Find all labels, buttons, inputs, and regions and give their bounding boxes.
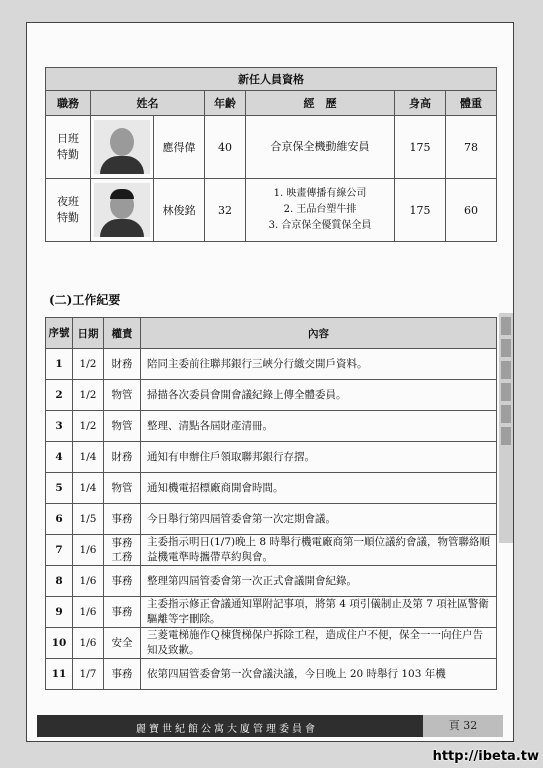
- log-row: [46, 535, 497, 566]
- log-no: 9: [46, 597, 73, 628]
- log-role: 事務: [104, 659, 141, 690]
- scan-edge: [499, 313, 513, 543]
- log-row: [46, 349, 497, 380]
- log-content: 三菱電梯施作Ｑ棟貨梯保户拆除工程，造成住户不便，保全一一向住户告知及致歉。: [141, 628, 497, 659]
- work-log-table: [45, 317, 497, 690]
- header-name: 姓名: [91, 91, 205, 116]
- footer-title: 麗寶世紀館公寓大廈管理委員會: [136, 724, 318, 735]
- footer-bar: [37, 715, 503, 737]
- staff-weight: 60: [446, 179, 497, 242]
- header-weight: 體重: [446, 91, 497, 116]
- log-date: 1/4: [73, 442, 104, 473]
- log-row: [46, 504, 497, 535]
- header-experience: 經 歷: [246, 91, 395, 116]
- log-role: 事務 工務: [104, 535, 141, 566]
- log-content: 陪同主委前往聯邦銀行三峽分行繳交開戶資料。: [141, 349, 497, 380]
- log-no: 3: [46, 411, 73, 442]
- log-date: 1/2: [73, 411, 104, 442]
- log-date: 1/6: [73, 535, 104, 566]
- log-role: 物管: [104, 411, 141, 442]
- staff-experience-item: 合京保全機動維安員: [270, 140, 370, 153]
- staff-photo: [94, 120, 150, 174]
- staff-age: 32: [205, 179, 246, 242]
- log-date: 1/2: [73, 380, 104, 411]
- log-no: 10: [46, 628, 73, 659]
- header-no: 序號: [46, 318, 73, 349]
- staff-experience-item: 2. 王品台塑牛排: [283, 204, 357, 215]
- header-role: 權責: [104, 318, 141, 349]
- log-content: 整理、清點各屆財產清冊。: [141, 411, 497, 442]
- log-date: 1/2: [73, 349, 104, 380]
- new-staff-table: [45, 67, 497, 242]
- log-role: 事務: [104, 597, 141, 628]
- page-number: 頁 32: [423, 715, 503, 737]
- staff-row: [46, 179, 497, 242]
- log-role: 財務: [104, 349, 141, 380]
- log-role: 安全: [104, 628, 141, 659]
- staff-height: 175: [395, 179, 446, 242]
- log-row: [46, 659, 497, 690]
- staff-row: [46, 116, 497, 179]
- log-row: [46, 380, 497, 411]
- staff-table-title: 新任人員資格: [46, 68, 497, 91]
- log-date: 1/6: [73, 597, 104, 628]
- document-page: [26, 22, 514, 742]
- header-height: 身高: [395, 91, 446, 116]
- log-row: [46, 628, 497, 659]
- log-no: 11: [46, 659, 73, 690]
- staff-role: 夜班 特勤: [46, 179, 91, 242]
- watermark: http://ibeta.tw: [432, 749, 539, 764]
- staff-height: 175: [395, 116, 446, 179]
- log-no: 2: [46, 380, 73, 411]
- header-role: 職務: [46, 91, 91, 116]
- staff-weight: 78: [446, 116, 497, 179]
- log-role: 財務: [104, 442, 141, 473]
- log-content: 今日舉行第四屆管委會第一次定期會議。: [141, 504, 497, 535]
- log-row: [46, 566, 497, 597]
- log-row: [46, 473, 497, 504]
- log-no: 4: [46, 442, 73, 473]
- log-no: 8: [46, 566, 73, 597]
- log-content: 整理第四屆管委會第一次正式會議開會紀錄。: [141, 566, 497, 597]
- log-date: 1/4: [73, 473, 104, 504]
- log-row: [46, 442, 497, 473]
- staff-name: 林俊銘: [154, 179, 205, 242]
- header-content: 內容: [141, 318, 497, 349]
- staff-age: 40: [205, 116, 246, 179]
- log-role: 物管: [104, 380, 141, 411]
- log-no: 1: [46, 349, 73, 380]
- log-date: 1/5: [73, 504, 104, 535]
- log-date: 1/6: [73, 628, 104, 659]
- log-date: 1/7: [73, 659, 104, 690]
- log-row: [46, 411, 497, 442]
- log-content: 通知機電招標廠商開會時間。: [141, 473, 497, 504]
- section-title: (二)工作紀要: [49, 293, 121, 307]
- staff-experience-item: 3. 合京保全優質保全員: [268, 220, 372, 231]
- log-content: 通知有申辦住戶領取聯邦銀行存摺。: [141, 442, 497, 473]
- log-content: 主委指示修正會議通知單附記事項，將第 4 項引儀制止及第 7 項社區警衛驅離等字刪除。: [141, 597, 497, 628]
- staff-experience-item: 1. 映畫傳播有線公司: [273, 188, 367, 199]
- log-row: [46, 597, 497, 628]
- header-age: 年齡: [205, 91, 246, 116]
- staff-name: 應得偉: [154, 116, 205, 179]
- log-date: 1/6: [73, 566, 104, 597]
- log-role: 事務: [104, 504, 141, 535]
- staff-role: 日班 特勤: [46, 116, 91, 179]
- log-role: 事務: [104, 566, 141, 597]
- log-content: 主委指示明日(1/7)晚上 8 時舉行機電廠商第一順位議約會議，物管聯絡順益機電準時攜帶草約與會。: [141, 535, 497, 566]
- header-date: 日期: [73, 318, 104, 349]
- log-content: 依第四屆管委會第一次會議決議，今日晚上 20 時舉行 103 年機: [141, 659, 497, 690]
- log-no: 7: [46, 535, 73, 566]
- log-no: 5: [46, 473, 73, 504]
- log-no: 6: [46, 504, 73, 535]
- log-role: 物管: [104, 473, 141, 504]
- log-content: 掃描各次委員會開會議紀錄上傳全體委員。: [141, 380, 497, 411]
- staff-photo: [94, 183, 150, 237]
